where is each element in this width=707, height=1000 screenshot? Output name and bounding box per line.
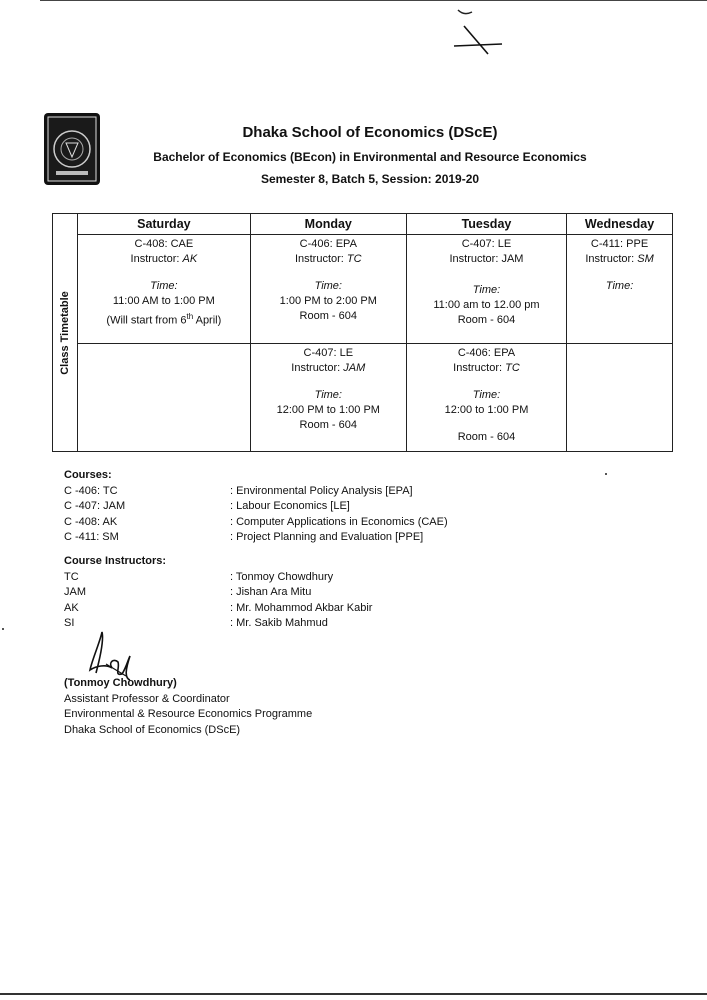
time-label: Time:: [472, 388, 501, 401]
instructor-abbr: JAM: [64, 586, 86, 598]
room: Room - 604: [299, 418, 358, 431]
course-code: C -407: JAM: [64, 500, 126, 512]
start-note: (Will start from 6th April): [106, 312, 222, 327]
instructor-abbr: TC: [64, 571, 79, 583]
scan-speck: [605, 473, 607, 475]
bottom-border-line: [0, 993, 707, 995]
day-header-tuesday: Tuesday: [406, 214, 566, 235]
time-label: Time:: [605, 280, 634, 293]
time-label: Time:: [314, 388, 342, 401]
instructor: Instructor: SM: [585, 253, 654, 266]
course-name: : Computer Applications in Economics (CAE): [230, 516, 448, 528]
school-logo: [44, 113, 100, 185]
institution-title: Dhaka School of Economics (DScE): [242, 124, 498, 141]
slot-tuesday-1: [406, 235, 566, 343]
time-label: Time:: [150, 280, 178, 293]
signatory-organization: Dhaka School of Economics (DScE): [64, 723, 241, 736]
instructor: Instructor: AK: [130, 253, 198, 266]
course-code: C -411: SM: [64, 531, 119, 543]
courses-section: [64, 468, 564, 548]
handwritten-mark-icon: [450, 8, 510, 58]
slot-saturday-2: [78, 343, 251, 451]
time-value: 12:00 PM to 1:00 PM: [276, 403, 380, 416]
course-code: C-411: PPE: [590, 238, 649, 251]
slot-monday-2: [250, 343, 406, 451]
slot-saturday-1: [78, 235, 251, 343]
handwritten-signature: [86, 628, 146, 683]
time-value: 12:00 to 1:00 PM: [444, 403, 529, 416]
course-name: : Project Planning and Evaluation [PPE]: [230, 531, 424, 543]
instructor-name: : Tonmoy Chowdhury: [230, 571, 334, 583]
courses-heading: Courses:: [64, 469, 112, 481]
course-code: C-407: LE: [303, 346, 354, 359]
room: Room - 604: [457, 314, 516, 327]
instructors-heading: Course Instructors:: [64, 555, 167, 567]
time-value: 11:00 AM to 1:00 PM: [112, 295, 215, 308]
room: Room - 604: [457, 430, 516, 443]
time-value: 11:00 am to 12.00 pm: [433, 299, 540, 312]
instructor-abbr: SI: [64, 617, 75, 629]
course-code: C -406: TC: [64, 485, 118, 497]
instructor-name: : Jishan Ara Mitu: [230, 586, 312, 598]
instructors-section: [64, 554, 564, 634]
top-border-line: [40, 0, 707, 1]
instructor-name: : Mr. Sakib Mahmud: [230, 617, 328, 629]
signature-block: [64, 676, 312, 738]
time-label: Time:: [472, 284, 501, 297]
course-name: : Environmental Policy Analysis [EPA]: [230, 485, 413, 497]
timetable-header-row: [53, 214, 673, 235]
program-title: Bachelor of Economics (BEcon) in Environmental and Resource Economics: [153, 150, 587, 164]
slot-monday-1: [250, 235, 406, 343]
time-label: Time:: [314, 280, 342, 293]
timetable-side-label: Class Timetable: [53, 214, 78, 452]
course-name: : Labour Economics [LE]: [230, 500, 350, 512]
signatory-department: Environmental & Resource Economics Programme: [64, 708, 313, 720]
session-title: Semester 8, Batch 5, Session: 2019-20: [260, 172, 480, 186]
scan-speck: [2, 628, 4, 630]
slot-tuesday-2: [406, 343, 566, 451]
instructor: Instructor: JAM: [291, 361, 366, 374]
course-code: C-407: LE: [461, 238, 512, 251]
instructor-name: : Mr. Mohammod Akbar Kabir: [230, 602, 373, 614]
slot-wednesday-1: [567, 235, 673, 343]
instructor: Instructor: JAM: [449, 253, 524, 266]
course-code: C-408: CAE: [134, 238, 194, 251]
day-header-wednesday: Wednesday: [567, 214, 673, 235]
instructor: Instructor: TC: [294, 253, 362, 266]
slot-wednesday-2: [567, 343, 673, 451]
instructor-abbr: AK: [64, 602, 79, 614]
day-header-monday: Monday: [250, 214, 406, 235]
course-code: C -408: AK: [64, 516, 118, 528]
instructor: Instructor: TC: [453, 361, 520, 374]
course-code: C-406: EPA: [299, 238, 357, 251]
time-value: 1:00 PM to 2:00 PM: [279, 295, 377, 308]
day-header-saturday: Saturday: [78, 214, 251, 235]
class-timetable: [52, 213, 673, 452]
signatory-title: Assistant Professor & Coordinator: [64, 692, 230, 705]
course-code: C-406: EPA: [457, 346, 516, 359]
signatory-name: (Tonmoy Chowdhury): [64, 677, 177, 689]
timetable-row: [53, 235, 673, 343]
room: Room - 604: [299, 310, 358, 323]
timetable-row: [53, 343, 673, 451]
